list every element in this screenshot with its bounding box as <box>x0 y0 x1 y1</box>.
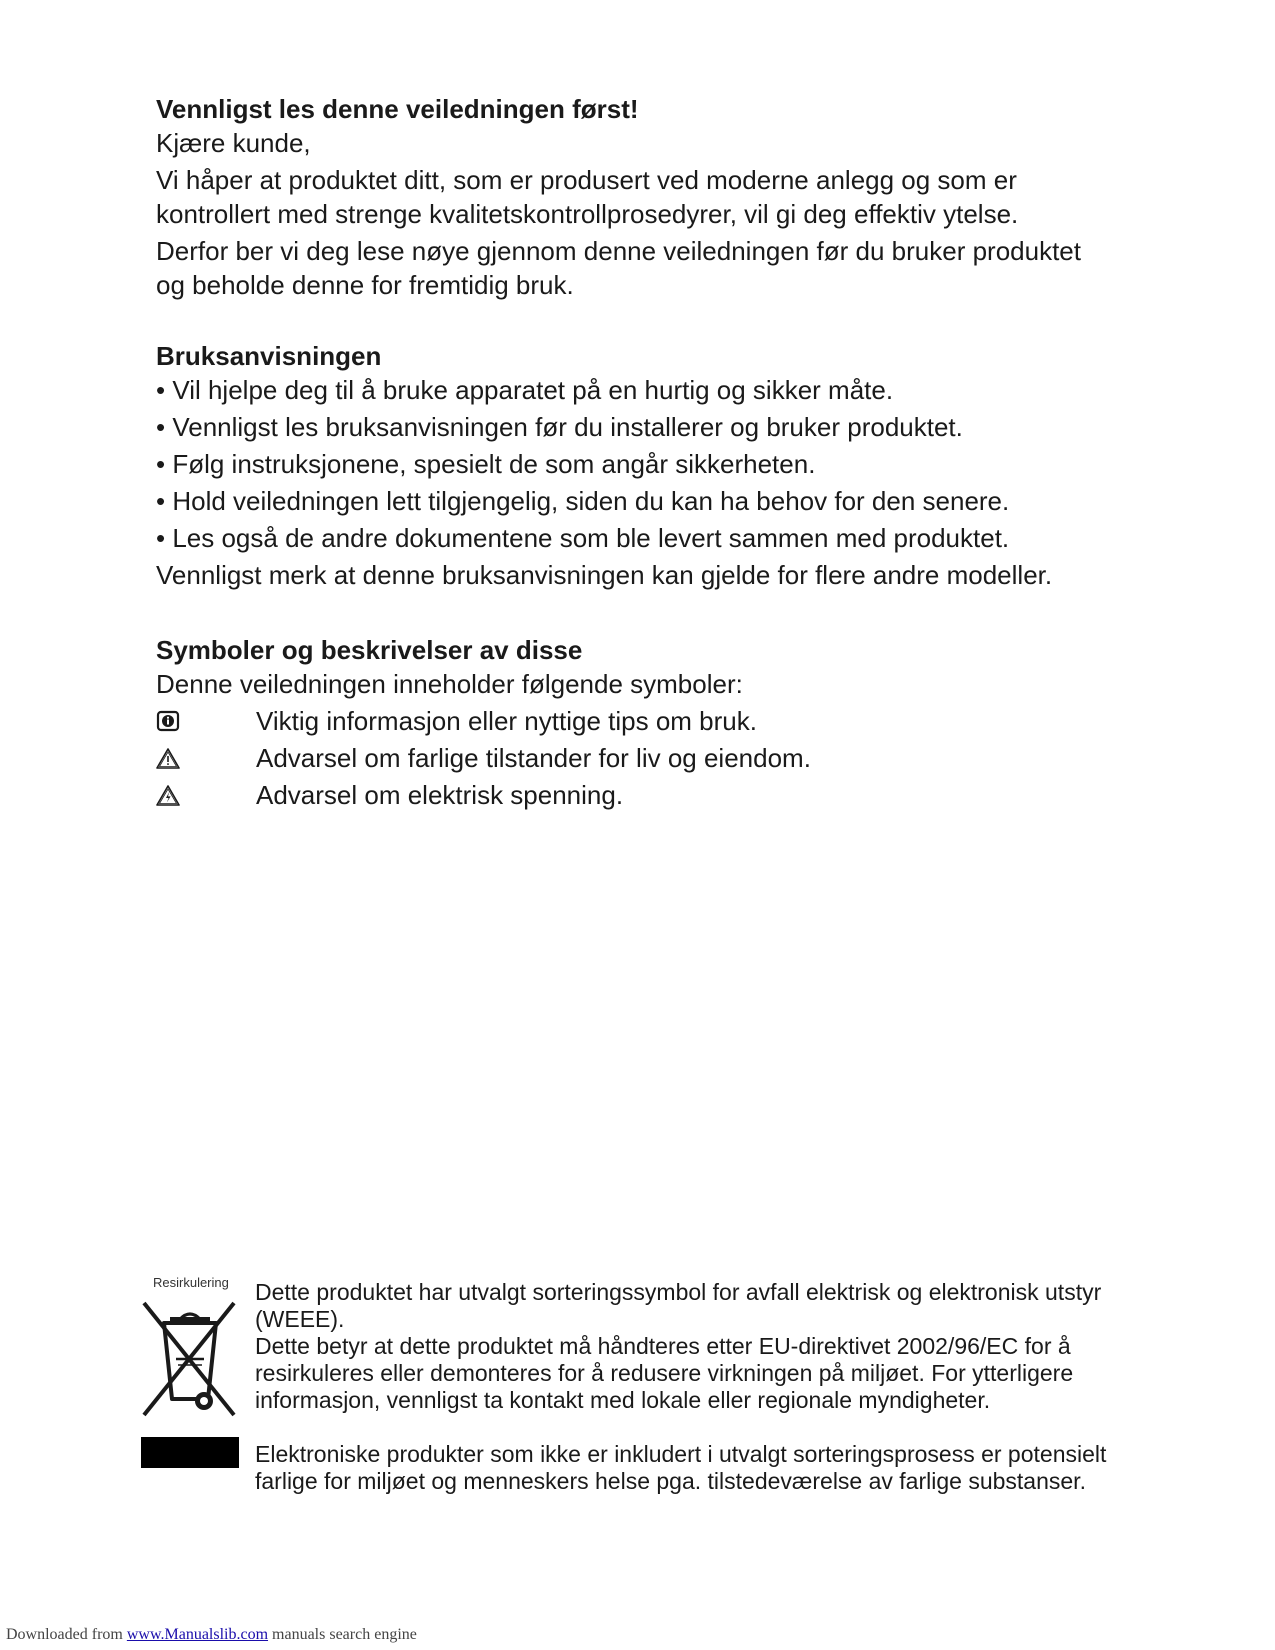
weee-p2-line1: Dette betyr at dette produktet må håndteres etter EU-direktivet 2002/96/EC for å <box>255 1333 1071 1359</box>
greeting: Kjære kunde, <box>156 128 311 158</box>
crossed-bin-icon <box>140 1297 240 1421</box>
footer-prefix: Downloaded from <box>6 1626 127 1643</box>
symbols-section <box>156 633 1136 815</box>
weee-p2-line2: resirkuleres eller demonteres for å redusere virkningen på miljøet. For ytterligere <box>255 1360 1074 1386</box>
manual-heading: Bruksanvisningen <box>156 341 382 371</box>
electric-warning-icon <box>156 784 180 806</box>
list-item: • Les også de andre dokumentene som ble levert sammen med produktet. <box>156 521 1136 555</box>
intro-para2-line2: og beholde denne for fremtidig bruk. <box>156 270 574 300</box>
intro-section <box>156 92 1136 302</box>
list-item: • Følg instruksjonene, spesielt de som angår sikkerheten. <box>156 447 1136 481</box>
intro-para1-line1: Vi håper at produktet ditt, som er produsert ved moderne anlegg og som er <box>156 165 1017 195</box>
list-item: • Vil hjelpe deg til å bruke apparatet på en hurtig og sikker måte. <box>156 373 1136 407</box>
symbols-heading: Symboler og beskrivelser av disse <box>156 635 583 665</box>
intro-heading: Vennligst les denne veiledningen først! <box>156 94 639 124</box>
list-item: • Hold veiledningen lett tilgjengelig, siden du kan ha behov for den senere. <box>156 484 1136 518</box>
weee-p3-line1: Elektroniske produkter som ikke er inkludert i utvalgt sorteringsprosess er potensielt <box>255 1441 1107 1467</box>
symbol-text-electric: Advarsel om elektrisk spenning. <box>256 780 624 810</box>
symbol-text-warning: Advarsel om farlige tilstander for liv og eiendom. <box>256 743 811 773</box>
manual-note: Vennligst merk at denne bruksanvisningen kan gjelde for flere andre modeller. <box>156 560 1053 590</box>
manual-section <box>156 339 1136 592</box>
intro-para2-line1: Derfor ber vi deg lese nøye gjennom denne veiledningen før du bruker produktet <box>156 236 1081 266</box>
download-footer <box>6 1626 417 1644</box>
symbols-intro: Denne veiledningen inneholder følgende symboler: <box>156 669 743 699</box>
weee-p3-line2: farlige for miljøet og menneskers helse pga. tilstedeværelse av farlige substanser. <box>255 1468 1086 1494</box>
symbol-row-warning <box>156 741 1136 778</box>
manual-bullet-list <box>156 373 1136 555</box>
weee-p2-line3: informasjon, vennligst ta kontakt med lokale eller regionale myndigheter. <box>255 1387 991 1413</box>
footer-suffix: manuals search engine <box>268 1626 417 1643</box>
symbol-row-info <box>156 704 1136 741</box>
list-item: • Vennligst les bruksanvisningen før du installerer og bruker produktet. <box>156 410 1136 444</box>
weee-black-bar <box>141 1437 239 1468</box>
intro-para1-line2: kontrollert med strenge kvalitetskontrollprosedyrer, vil gi deg effektiv ytelse. <box>156 199 1019 229</box>
symbol-text-info: Viktig informasjon eller nyttige tips om bruk. <box>256 706 757 736</box>
weee-p1-line2: (WEEE). <box>255 1306 345 1332</box>
manualslib-link[interactable]: www.Manualslib.com <box>126 1626 269 1643</box>
warning-triangle-icon <box>156 747 180 769</box>
symbol-row-electric <box>156 778 1136 815</box>
info-icon <box>156 710 180 732</box>
weee-p1-line1: Dette produktet har utvalgt sorteringssymbol for avfall elektrisk og elektronisk utstyr <box>255 1279 1102 1305</box>
weee-label: Resirkulering <box>153 1275 229 1290</box>
